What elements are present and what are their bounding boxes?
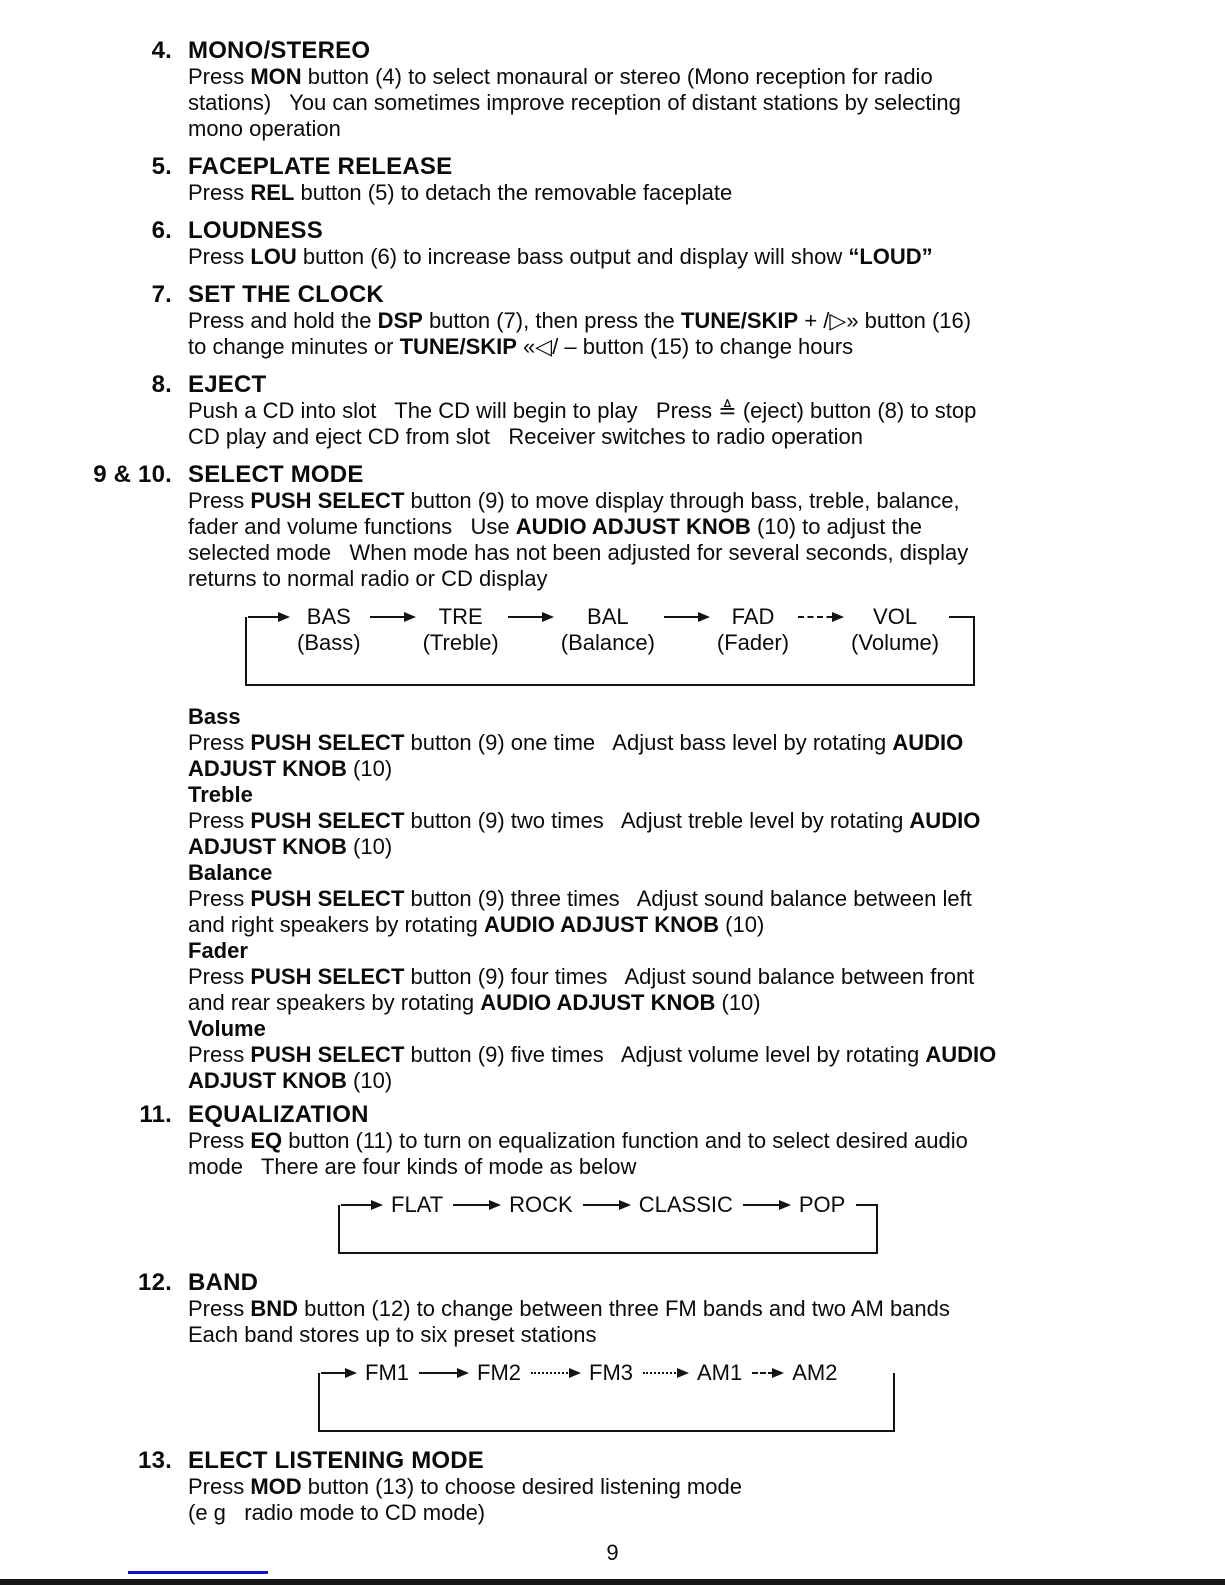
section-number: 9 & 10. <box>93 461 172 488</box>
equalization-cycle-diagram <box>338 1192 878 1256</box>
section-select-mode <box>0 462 1225 592</box>
body-line: ADJUST KNOB (10) <box>188 834 393 859</box>
section-heading <box>0 1102 1225 1128</box>
section-body <box>188 1296 1225 1348</box>
body-line: mode There are four kinds of mode as below <box>188 1154 637 1179</box>
section-title: ELECT LISTENING MODE <box>188 1447 485 1474</box>
section-title: LOUDNESS <box>188 217 323 244</box>
arrow-right-icon <box>664 616 708 618</box>
arrow-right-icon <box>419 1372 467 1374</box>
cycle-item: POP <box>798 1192 846 1217</box>
cycle-item: CLASSIC <box>638 1192 733 1217</box>
arrow-right-icon <box>321 1372 355 1374</box>
section-loudness <box>0 218 1225 270</box>
subsection-title: Balance <box>188 860 273 885</box>
section-number: 12. <box>138 1269 172 1296</box>
cycle-item <box>711 604 795 656</box>
body-line: CD play and eject CD from slot Receiver switches to radio operation <box>188 424 863 449</box>
section-title: EQUALIZATION <box>188 1101 369 1128</box>
body-line: Press PUSH SELECT button (9) one time Adjust bass level by rotating AUDIO <box>188 730 964 755</box>
cycle-item <box>417 604 505 656</box>
cycle-item-name: (Fader) <box>716 630 790 655</box>
section-title: FACEPLATE RELEASE <box>188 153 453 180</box>
cycle-item: AM2 <box>792 1360 838 1385</box>
section-eject <box>0 372 1225 450</box>
body-line: Press EQ button (11) to turn on equalization function and to select desired audio <box>188 1128 968 1153</box>
section-body <box>188 180 1225 206</box>
body-line: Press REL button (5) to detach the removable faceplate <box>188 180 733 205</box>
cycle-connector-line <box>856 1204 878 1206</box>
section-heading <box>0 282 1225 308</box>
body-line: ADJUST KNOB (10) <box>188 1068 393 1093</box>
section-number: 11. <box>139 1101 172 1128</box>
select-mode-cycle-diagram <box>245 604 975 688</box>
cycle-item <box>555 604 661 656</box>
cycle-item: ROCK <box>509 1192 573 1217</box>
cycle-item-name: (Treble) <box>422 630 499 655</box>
arrow-right-icon <box>743 1204 789 1206</box>
arrow-right-icon <box>248 616 288 618</box>
body-line: and right speakers by rotating AUDIO ADJUST KNOB (10) <box>188 912 765 937</box>
body-line: and rear speakers by rotating AUDIO ADJUST KNOB (10) <box>188 990 761 1015</box>
body-line: ADJUST KNOB (10) <box>188 756 393 781</box>
arrow-right-icon <box>370 616 414 618</box>
cycle-item-name: (Volume) <box>851 630 940 655</box>
arrow-right-icon <box>643 1372 687 1374</box>
section-title: BAND <box>188 1269 259 1296</box>
arrow-right-icon <box>508 616 552 618</box>
section-number: 8. <box>151 371 172 398</box>
body-line: mono operation <box>188 116 341 141</box>
section-title: MONO/STEREO <box>188 37 371 64</box>
section-body <box>188 308 1225 360</box>
section-heading <box>0 462 1225 488</box>
cycle-item: FM3 <box>589 1360 633 1385</box>
subsection-title: Fader <box>188 938 248 963</box>
subsection-title: Treble <box>188 782 253 807</box>
cycle-item: AM1 <box>697 1360 743 1385</box>
cycle-connector-line <box>849 1372 896 1374</box>
body-line: Press LOU button (6) to increase bass output and display will show “LOUD” <box>188 244 933 269</box>
body-line: stations) You can sometimes improve reception of distant stations by selecting <box>188 90 961 115</box>
subsection-title: Volume <box>188 1016 266 1041</box>
cycle-item <box>845 604 945 656</box>
section-mono-stereo <box>0 38 1225 142</box>
section-band <box>0 1270 1225 1348</box>
body-line: selected mode When mode has not been adjusted for several seconds, display <box>188 540 969 565</box>
section-elect-listening-mode <box>0 1448 1225 1526</box>
section-set-the-clock <box>0 282 1225 360</box>
cycle-item-abbr: BAL <box>587 604 629 629</box>
cycle-connector-line <box>949 616 975 618</box>
arrow-right-icon <box>752 1372 782 1374</box>
cycle-row <box>318 1360 895 1386</box>
section-body <box>188 398 1225 450</box>
section-equalization <box>0 1102 1225 1180</box>
body-line: returns to normal radio or CD display <box>188 566 548 591</box>
cycle-item-abbr: BAS <box>306 604 351 629</box>
cycle-row <box>245 604 975 656</box>
body-line: Push a CD into slot The CD will begin to play Press ≜ (eject) button (8) to stop <box>188 398 977 423</box>
section-body <box>188 1474 1225 1526</box>
body-line: Press and hold the DSP button (7), then press the TUNE/SKIP + /▷» button (16) <box>188 308 972 333</box>
section-heading <box>0 372 1225 398</box>
page-number: 9 <box>606 1540 619 1565</box>
body-line: to change minutes or TUNE/SKIP «◁/ – button (15) to change hours <box>188 334 854 359</box>
body-line: Press PUSH SELECT button (9) five times Adjust volume level by rotating AUDIO <box>188 1042 997 1067</box>
section-number: 5. <box>151 153 172 180</box>
cycle-item-abbr: FAD <box>731 604 775 629</box>
section-heading <box>0 154 1225 180</box>
section-body <box>188 244 1225 270</box>
cycle-item-abbr: VOL <box>873 604 918 629</box>
body-line: Press PUSH SELECT button (9) to move display through bass, treble, balance, <box>188 488 960 513</box>
section-body <box>188 64 1225 142</box>
section-heading <box>0 1270 1225 1296</box>
body-line: Press MOD button (13) to choose desired listening mode <box>188 1474 742 1499</box>
band-cycle-diagram <box>318 1360 895 1434</box>
section-number: 13. <box>138 1447 172 1474</box>
section-faceplate-release <box>0 154 1225 206</box>
section-number: 4. <box>151 37 172 64</box>
section-number: 6. <box>151 217 172 244</box>
section-body <box>188 1128 1225 1180</box>
section-heading <box>0 38 1225 64</box>
arrow-right-icon <box>583 1204 629 1206</box>
cycle-item <box>291 604 367 656</box>
section-number: 7. <box>151 281 172 308</box>
scan-edge-bar <box>0 1579 1225 1585</box>
cycle-item-name: (Balance) <box>560 630 655 655</box>
arrow-right-icon <box>531 1372 579 1374</box>
body-line: Press PUSH SELECT button (9) two times Adjust treble level by rotating AUDIO <box>188 808 981 833</box>
cycle-row <box>338 1192 878 1218</box>
subsection-title: Bass <box>188 704 241 729</box>
cycle-item-name: (Bass) <box>297 630 361 655</box>
section-title: SET THE CLOCK <box>188 281 384 308</box>
section-heading <box>0 1448 1225 1474</box>
arrow-right-icon <box>453 1204 499 1206</box>
footer-blue-line <box>128 1571 268 1574</box>
body-line: (e g radio mode to CD mode) <box>188 1500 486 1525</box>
cycle-item: FM2 <box>477 1360 521 1385</box>
section-heading <box>0 218 1225 244</box>
body-line: Press PUSH SELECT button (9) four times Adjust sound balance between front <box>188 964 975 989</box>
body-line: Press BND button (12) to change between three FM bands and two AM bands <box>188 1296 950 1321</box>
body-line: Each band stores up to six preset stations <box>188 1322 597 1347</box>
arrow-right-icon <box>798 616 842 618</box>
cycle-item: FLAT <box>391 1192 444 1217</box>
section-title: EJECT <box>188 371 267 398</box>
body-line: Press MON button (4) to select monaural or stereo (Mono reception for radio <box>188 64 933 89</box>
section-title: SELECT MODE <box>188 461 364 488</box>
select-mode-subsections <box>188 704 1225 1094</box>
section-body <box>188 488 1225 592</box>
arrow-right-icon <box>341 1204 381 1206</box>
cycle-item: FM1 <box>365 1360 409 1385</box>
body-line: Press PUSH SELECT button (9) three times Adjust sound balance between left <box>188 886 972 911</box>
cycle-item-abbr: TRE <box>438 604 483 629</box>
body-line: fader and volume functions Use AUDIO ADJUST KNOB (10) to adjust the <box>188 514 923 539</box>
